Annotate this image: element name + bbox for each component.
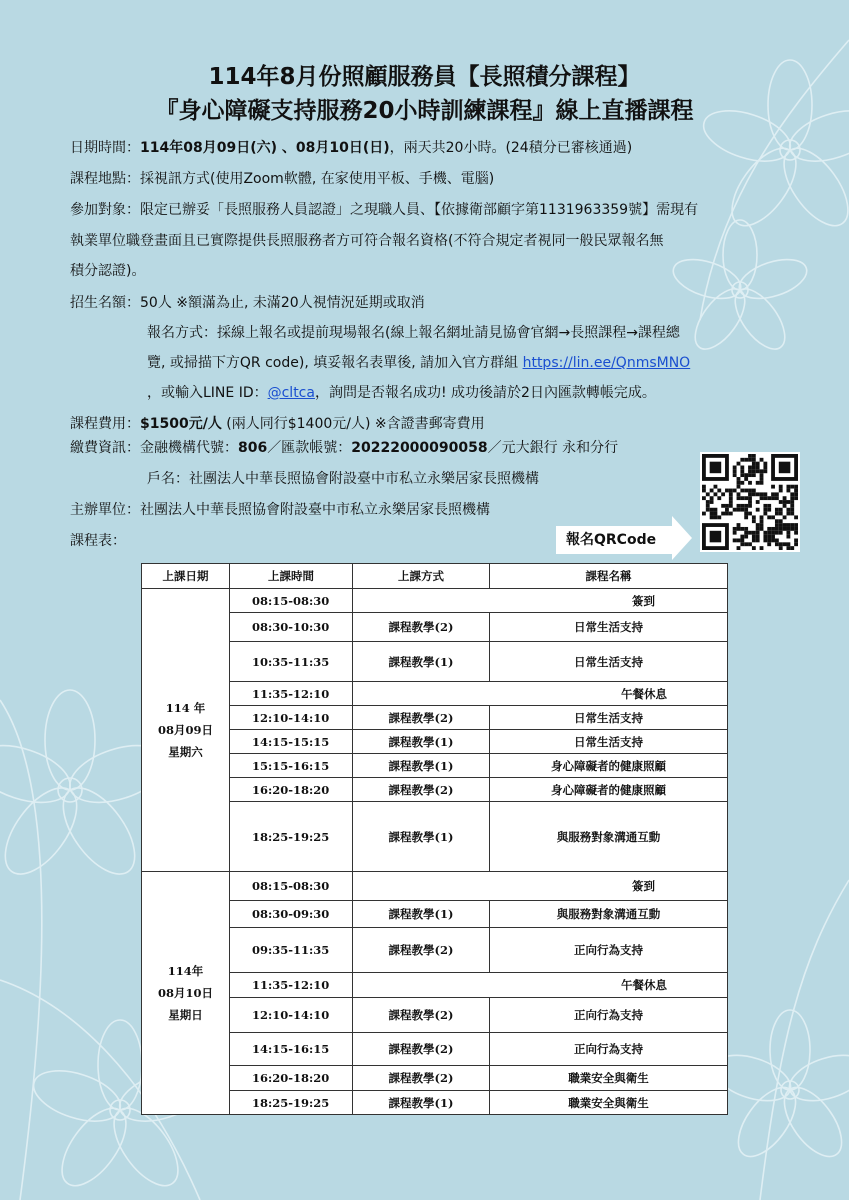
date-cell: [142, 589, 230, 872]
table-row: [142, 1033, 728, 1066]
date-cell: [142, 872, 230, 1115]
table-row: [142, 778, 728, 802]
course-cell: 日常生活支持: [490, 706, 728, 730]
mode-cell: 課程教學(1): [353, 802, 490, 872]
course-cell: 日常生活支持: [490, 613, 728, 642]
table-row: [142, 613, 728, 642]
table-row: [142, 706, 728, 730]
table-row: [142, 642, 728, 682]
organizer-row: [70, 499, 490, 519]
location-label: 課程地點：: [70, 171, 140, 187]
audience-line-1: 限定已辦妥「長照服務人員認證」之現職人員、【依據衛部顧字第1131963359號】需現有: [140, 202, 699, 218]
bank-name: ／元大銀行 永和分行: [487, 440, 619, 456]
course-cell: 午餐休息: [353, 973, 728, 998]
course-cell: 正向行為支持: [490, 928, 728, 973]
time-cell: 14:15-15:15: [230, 730, 353, 754]
account-holder: 戶名：社團法人中華長照協會附設臺中市私立永樂居家長照機構: [147, 471, 539, 487]
line-id-link[interactable]: @cltca: [267, 385, 315, 401]
course-cell: 與服務對象溝通互動: [490, 802, 728, 872]
qr-code-image[interactable]: [700, 452, 800, 552]
qr-arrow-icon: [672, 516, 692, 560]
time-cell: 18:25-19:25: [230, 802, 353, 872]
registration-line-1: 報名方式：採線上報名或提前現場報名(線上報名網址請見協會官網→長照課程→課程總: [147, 325, 680, 341]
audience-line-3: 積分認證)。: [70, 263, 146, 279]
date-line: 114年: [167, 964, 204, 978]
table-row: [142, 973, 728, 998]
registration-line-2: [147, 352, 690, 372]
table-row: [142, 1091, 728, 1115]
time-cell: 11:35-12:10: [230, 973, 353, 998]
qr-code-icon: [702, 454, 798, 550]
header-course: 課程名稱: [490, 564, 728, 589]
mode-cell: 課程教學(1): [353, 730, 490, 754]
payment-label: 繳費資訊：: [70, 440, 140, 456]
account-number: 20222000090058: [351, 440, 488, 456]
quota-value: 50人 ※額滿為止, 未滿20人視情況延期或取消: [140, 295, 425, 311]
date-line: 114 年: [165, 701, 206, 715]
audience-line-2: 執業單位職登畫面且已實際提供長照服務者方可符合報名資格(不符合規定者視同一般民眾報名無: [70, 233, 664, 249]
organizer-value: 社團法人中華長照協會附設臺中市私立永樂居家長照機構: [140, 502, 490, 518]
date-value: 114年08月09日(六) 、08月10日(日): [140, 140, 390, 156]
time-cell: 08:30-10:30: [230, 613, 353, 642]
header-time: 上課時間: [230, 564, 353, 589]
course-cell: 身心障礙者的健康照顧: [490, 754, 728, 778]
fee-label: 課程費用：: [70, 416, 140, 432]
mode-cell: 課程教學(1): [353, 1091, 490, 1115]
registration-line-3: [147, 382, 656, 402]
course-cell: 日常生活支持: [490, 730, 728, 754]
table-header-row: [142, 564, 728, 589]
mode-cell: 課程教學(2): [353, 928, 490, 973]
table-row: [142, 754, 728, 778]
mode-cell: 課程教學(2): [353, 613, 490, 642]
date-label: 日期時間：: [70, 140, 140, 156]
mode-cell: 課程教學(2): [353, 998, 490, 1033]
table-row: [142, 872, 728, 901]
schedule-table: [141, 563, 728, 1115]
course-cell: 簽到: [353, 589, 728, 613]
mode-cell: 課程教學(2): [353, 778, 490, 802]
header-date: 上課日期: [142, 564, 230, 589]
course-cell: 午餐休息: [353, 682, 728, 706]
date-line: 08月10日: [157, 986, 213, 1000]
mode-cell: 課程教學(2): [353, 706, 490, 730]
course-cell: 日常生活支持: [490, 642, 728, 682]
line-group-link[interactable]: https://lin.ee/QnmsMNO: [522, 355, 691, 371]
bank-label: 金融機構代號：: [140, 440, 238, 456]
fee-value: $1500元/人: [140, 416, 222, 432]
mode-cell: 課程教學(2): [353, 1066, 490, 1091]
fee-row: [70, 413, 485, 433]
course-cell: 職業安全與衛生: [490, 1091, 728, 1115]
header-mode: 上課方式: [353, 564, 490, 589]
time-cell: 10:35-11:35: [230, 642, 353, 682]
title-line-1: 114年8月份照顧服務員【長照積分課程】: [208, 64, 641, 90]
mode-cell: 課程教學(2): [353, 1033, 490, 1066]
qr-label: 報名QRCode: [556, 526, 674, 554]
account-label: ／匯款帳號：: [267, 440, 352, 456]
date-rest: ，兩天共20小時。(24積分已審核通過): [389, 140, 633, 156]
time-cell: 12:10-14:10: [230, 706, 353, 730]
mode-cell: 課程教學(1): [353, 901, 490, 928]
location-row: [70, 168, 494, 188]
location-value: 採視訊方式(使用Zoom軟體, 在家使用平板、手機、電腦): [140, 171, 495, 187]
quota-label: 招生名額：: [70, 295, 140, 311]
fee-rest: (兩人同行$1400元/人) ※含證書郵寄費用: [221, 416, 485, 432]
mode-cell: 課程教學(1): [353, 642, 490, 682]
table-row: [142, 1066, 728, 1091]
organizer-label: 主辦單位：: [70, 502, 140, 518]
course-cell: 職業安全與衛生: [490, 1066, 728, 1091]
table-row: [142, 589, 728, 613]
course-cell: 正向行為支持: [490, 1033, 728, 1066]
table-row: [142, 682, 728, 706]
table-row: [142, 802, 728, 872]
payment-row: [70, 437, 618, 457]
time-cell: 08:15-08:30: [230, 872, 353, 901]
time-cell: 08:15-08:30: [230, 589, 353, 613]
time-cell: 15:15-16:15: [230, 754, 353, 778]
time-cell: 16:20-18:20: [230, 1066, 353, 1091]
time-cell: 09:35-11:35: [230, 928, 353, 973]
course-cell: 簽到: [353, 872, 728, 901]
time-cell: 12:10-14:10: [230, 998, 353, 1033]
line-id-label: ，或輸入LINE ID：: [147, 385, 268, 401]
time-cell: 14:15-16:15: [230, 1033, 353, 1066]
audience-row: [70, 199, 698, 219]
course-cell: 正向行為支持: [490, 998, 728, 1033]
date-line: 星期六: [168, 745, 203, 759]
time-cell: 11:35-12:10: [230, 682, 353, 706]
audience-label: 參加對象：: [70, 202, 140, 218]
time-cell: 08:30-09:30: [230, 901, 353, 928]
time-cell: 16:20-18:20: [230, 778, 353, 802]
table-row: [142, 901, 728, 928]
quota-row: [70, 292, 425, 312]
title-line-2: 『身心障礙支持服務20小時訓練課程』線上直播課程: [155, 98, 694, 124]
bank-code: 806: [238, 440, 268, 456]
registration-note: ，詢問是否報名成功! 成功後請於2日內匯款轉帳完成。: [314, 385, 656, 401]
schedule-label: 課程表：: [70, 533, 126, 549]
table-row: [142, 730, 728, 754]
table-row: [142, 928, 728, 973]
course-cell: 身心障礙者的健康照顧: [490, 778, 728, 802]
date-line: 星期日: [168, 1008, 203, 1022]
time-cell: 18:25-19:25: [230, 1091, 353, 1115]
mode-cell: 課程教學(1): [353, 754, 490, 778]
course-cell: 與服務對象溝通互動: [490, 901, 728, 928]
date-row: [70, 137, 632, 157]
table-row: [142, 998, 728, 1033]
registration-text: 覽, 或掃描下方QR code), 填妥報名表單後, 請加入官方群組: [147, 355, 523, 371]
date-line: 08月09日: [157, 723, 213, 737]
